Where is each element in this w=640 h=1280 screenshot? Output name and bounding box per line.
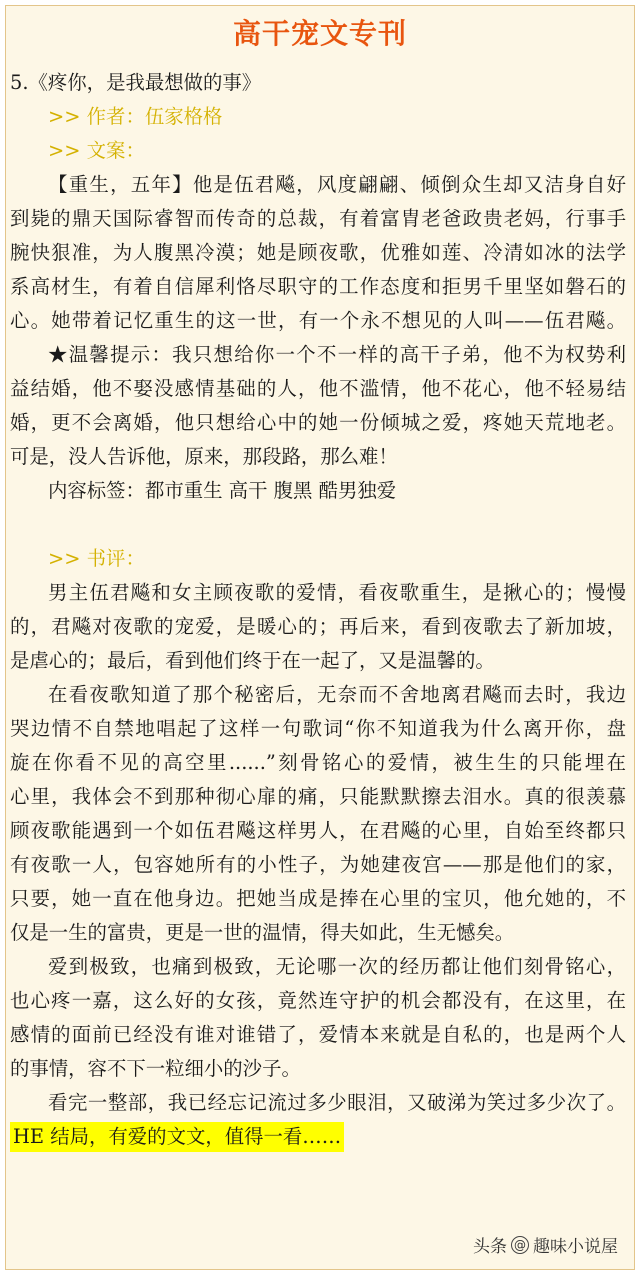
article-page [5, 5, 635, 1270]
review-label: >> 书评： [48, 547, 145, 570]
content-tags: 内容标签：都市重生 高干 腹黑 酷男独爱 [48, 479, 397, 502]
article-body [6, 66, 634, 1154]
text-line: 是虐心的；最后，看到他们终于在一起了，又是温馨的。 [10, 649, 495, 672]
text-line: 系高材生，有着自信犀利恪尽职守的工作态度和拒男千里坚如磐石的 [10, 275, 626, 298]
text-line: 的事情，容不下一粒细小的沙子。 [10, 1057, 301, 1080]
text-line: 可是，没人告诉他，原来，那段路，那么难！ [10, 445, 398, 468]
text-line: 顾夜歌能遇到一个如伍君飚这样男人，在君飚的心里，自始至终都只 [10, 819, 626, 842]
text-line: 到毙的鼎天国际睿智而传奇的总裁，有着富胄老爸政贵老妈，行事手 [10, 207, 626, 230]
text-line: 只要，她一直在他身边。把她当成是捧在心里的宝贝，他允她的，不 [10, 887, 626, 910]
text-line: 心。她带着记忆重生的这一世，有一个永不想见的人叫——伍君飚。 [10, 309, 626, 332]
text-line: 也心疼一嘉，这么好的女孩，竟然连守护的机会都没有，在这里，在 [10, 989, 626, 1012]
highlight-line [6, 1120, 626, 1154]
review-paragraph-1 [6, 576, 634, 678]
text-line: 哭边情不自禁地唱起了这样一句歌词“你不知道我为什么离开你，盘 [10, 717, 626, 740]
review-paragraph-4 [6, 1086, 634, 1120]
text-line: 看完一整部，我已经忘记流过多少眼泪，又破涕为笑过多少次了。 [48, 1091, 626, 1114]
review-paragraph-3 [6, 950, 634, 1086]
text-line: 感情的面前已经没有谁对谁错了，爱情本来就是自私的，也是两个人 [10, 1023, 626, 1046]
text-line: 腕快狠准，为人腹黑冷漠；她是顾夜歌，优雅如莲、冷清如冰的法学 [10, 241, 626, 264]
text-line: 仅是一生的富贵，更是一世的温情，得夫如此，生无憾矣。 [10, 921, 515, 944]
tip-paragraph [6, 338, 634, 474]
watermark-prefix: 头条 [473, 1237, 507, 1257]
text-line: 的，君飚对夜歌的宠爱，是暖心的；再后来，看到夜歌去了新加坡， [10, 615, 626, 638]
text-line: 婚，更不会离婚，他只想给心中的她一份倾城之爱，疼她天荒地老。 [10, 411, 626, 434]
text-line: 心里，我体会不到那种彻心扉的痛，只能默默擦去泪水。真的很羡慕 [10, 785, 626, 808]
synopsis-paragraph [6, 168, 634, 338]
text-line: 男主伍君飚和女主顾夜歌的爱情，看夜歌重生，是揪心的；慢慢 [48, 581, 626, 604]
highlight-text: HE 结局，有爱的文文，值得一看…… [10, 1122, 344, 1152]
watermark-name: 趣味小说屋 [533, 1237, 618, 1257]
at-icon: @ [511, 1236, 529, 1254]
spacer [6, 508, 634, 542]
author-label: >> 作者：伍家格格 [48, 105, 223, 128]
text-line: ★温馨提示：我只想给你一个不一样的高干子弟，他不为权势利 [48, 343, 626, 366]
text-line: 有夜歌一人，包容她所有的小性子，为她建夜宫——那是他们的家， [10, 853, 626, 876]
book-title: 5.《疼你，是我最想做的事》 [10, 71, 262, 94]
watermark [473, 1232, 618, 1257]
review-paragraph-2 [6, 678, 634, 950]
page-title: 高干宠文专刊 [232, 17, 407, 50]
text-line: 益结婚，他不娶没感情基础的人，他不滥情，他不花心，他不轻易结 [10, 377, 626, 400]
text-line: 旋在你看不见的高空里......”刻骨铭心的爱情，被生生的只能埋在 [10, 751, 626, 774]
text-line: 【重生，五年】他是伍君飚，风度翩翩、倾倒众生却又洁身自好 [48, 173, 626, 196]
text-line: 在看夜歌知道了那个秘密后，无奈而不舍地离君飚而去时，我边 [48, 683, 626, 706]
text-line: 爱到极致，也痛到极致，无论哪一次的经历都让他们刻骨铭心， [48, 955, 626, 978]
synopsis-label: >> 文案： [48, 139, 145, 162]
